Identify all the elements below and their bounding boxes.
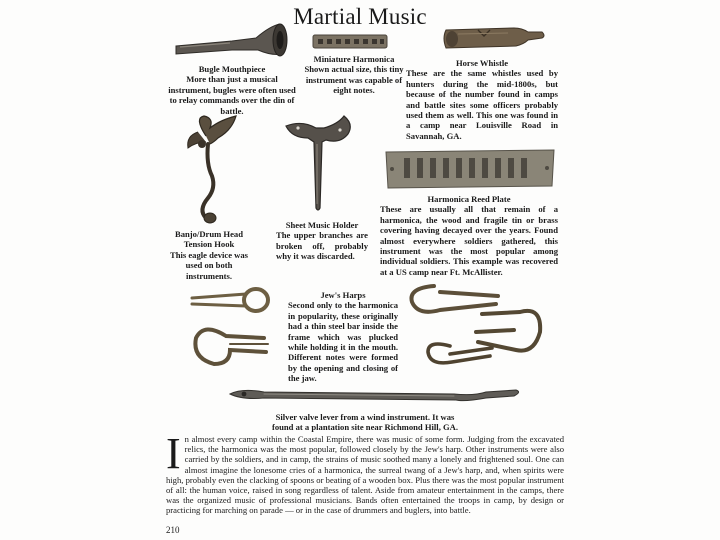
bugle-heading: Bugle Mouthpiece: [198, 64, 266, 74]
horse-whistle-icon: [438, 22, 548, 54]
eagle-hook-icon: [176, 114, 244, 226]
music-holder-icon: [282, 114, 358, 214]
reed-plate-caption: [380, 194, 558, 277]
music-holder-caption: [276, 220, 368, 262]
miniature-harmonica-heading: Miniature Harmonica: [313, 54, 395, 64]
jews-harp-icon: [186, 282, 278, 378]
body-text: n almost every camp within the Coastal Empire, there was music of some form. Judging from the excavated relics, the harmonica was the most popular, followed closely by the Jew's harp. Other instruments were also carried by the soldiers, and in camp, the strains of music soothed many a lonely and frightened soul. One can almost imagine the lonesome cries of a harmonica, the surreal twang of a Jew's harp, and, when spirits were high, probably even the clacking of spoons or beating of a wooden box. Plus there was the most popular instrument of all: the human voice, raised in song regardless of talent. Aside from amateur entertainment in the camps, there was the organized music of professional musicians. Bands often entertained the troops in camp, by design or practicing for marching on parade — or in the case of drummers and buglers, into battle.: [166, 434, 564, 516]
jews-harp-icon: [404, 270, 550, 378]
reed-plate-text: These are usually all that remain of a harmonica, the wood and fragile tin or brass covering having decayed over the years. Found almost everywhere soldiers gathered, this instrument was the most popular among individual soldiers. This example was recovered at a US camp near Ft. McAllister.: [380, 204, 558, 277]
bugle-text: More than just a musical instrument, bugles were often used to relay commands over the din of battle.: [168, 74, 296, 116]
valve-lever-text: Silver valve lever from a wind instrument. It was found at a plantation site near Richmond Hill, GA.: [271, 412, 459, 433]
miniature-harmonica-icon: [312, 33, 388, 50]
jews-harps-text: Second only to the harmonica in popularity, these originally had a thin steel bar inside the frame which was plucked while holding it in the mouth. Different notes were formed by the opening and closing of the jaw.: [288, 300, 398, 384]
music-holder-heading: Sheet Music Holder: [285, 220, 359, 230]
horse-whistle-caption: [406, 58, 558, 141]
valve-lever-caption: [270, 412, 460, 433]
drop-cap: I: [166, 429, 181, 478]
horse-whistle-heading: Horse Whistle: [455, 58, 509, 68]
miniature-harmonica-text: Shown actual size, this tiny instrument was capable of eight notes.: [304, 64, 404, 96]
banjo-hook-text: This eagle device was used on both instruments.: [169, 249, 249, 281]
bugle-caption: [168, 64, 296, 116]
valve-lever-icon: [224, 382, 524, 408]
reed-plate-heading: Harmonica Reed Plate: [427, 194, 511, 204]
banjo-hook-heading: Banjo/Drum Head Tension Hook: [174, 229, 244, 250]
banjo-hook-caption: [168, 229, 250, 281]
reed-plate-icon: [384, 148, 556, 190]
jews-harps-caption: [288, 290, 398, 384]
music-holder-text: The upper branches are broken off, probably why it was discarded.: [276, 230, 368, 262]
jews-harps-heading: Jew's Harps: [320, 290, 366, 300]
bugle-mouthpiece-icon: [172, 20, 290, 66]
body-paragraph: [166, 429, 564, 516]
page-title: Martial Music: [293, 4, 427, 29]
horse-whistle-text: These are the same whistles used by hunters during the mid-1800s, but because of the number found in camps and battle sites some officers probably used them as well. This one was found in a camp near Louisville Road in Savannah, GA.: [406, 68, 558, 141]
miniature-harmonica-caption: [302, 54, 406, 96]
page-number: 210: [166, 525, 180, 535]
